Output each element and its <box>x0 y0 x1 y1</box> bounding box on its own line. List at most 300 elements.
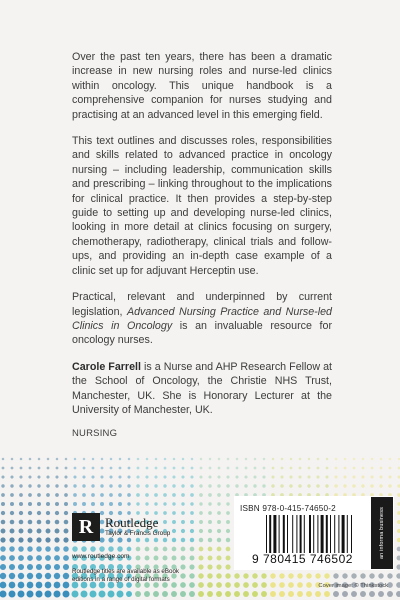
halftone-dot <box>1 520 6 525</box>
halftone-dot <box>163 556 168 561</box>
halftone-dot <box>325 475 328 478</box>
halftone-dot <box>181 502 184 505</box>
halftone-dot <box>324 573 329 578</box>
halftone-dot <box>135 591 141 597</box>
halftone-dot <box>154 475 157 478</box>
halftone-dot <box>109 484 112 487</box>
halftone-dot <box>54 591 61 598</box>
halftone-dot <box>298 475 301 478</box>
halftone-dot <box>47 467 50 470</box>
halftone-dot <box>54 555 60 561</box>
halftone-dot <box>27 564 33 570</box>
halftone-dot <box>0 573 6 579</box>
halftone-dot <box>182 467 185 470</box>
halftone-dot <box>117 591 124 598</box>
halftone-dot <box>109 493 113 497</box>
halftone-dot <box>378 591 384 597</box>
halftone-dot <box>118 502 122 506</box>
book-title: Advanced Nursing Practice and Nurse-led Clinics in Oncology <box>72 305 332 332</box>
halftone-dot <box>297 591 303 597</box>
halftone-dot <box>279 582 285 588</box>
halftone-dot <box>74 467 77 470</box>
halftone-dot <box>54 537 59 542</box>
halftone-dot <box>82 493 86 497</box>
halftone-dot <box>371 458 374 461</box>
halftone-dot <box>164 467 167 470</box>
halftone-dot <box>252 573 257 578</box>
halftone-dot <box>136 502 139 505</box>
halftone-dot <box>217 538 221 542</box>
halftone-dot <box>217 556 222 561</box>
routledge-logo-icon <box>72 513 100 541</box>
halftone-dot <box>225 591 231 597</box>
halftone-dot <box>226 511 230 515</box>
blurb-paragraph-contents: This text outlines and discusses roles, responsibilities and skills related to advanced practice in oncology nursing – including leadership, communication skills and prescribing – linking throughout to the implications for clinical practice. It then provides a step-by-step guide to setting up and developing nurse-led clinics, looking in more detail at clinics focusing on surgery, chemotherapy, radiotherapy, clinical trials and follow-ups, and providing an in-depth case example of a clinic set up for adjuvant Herceptin use. <box>72 135 332 277</box>
halftone-dot <box>207 573 212 578</box>
halftone-dot <box>20 458 23 461</box>
halftone-dot <box>217 502 220 505</box>
halftone-dot <box>182 458 185 461</box>
halftone-dot <box>9 537 14 542</box>
halftone-dot <box>199 475 202 478</box>
halftone-dot <box>388 475 391 478</box>
halftone-dot <box>164 458 167 461</box>
halftone-dot <box>344 458 347 461</box>
halftone-dot <box>317 458 320 461</box>
halftone-dot <box>181 493 185 497</box>
halftone-dot <box>396 591 400 597</box>
halftone-dot <box>396 582 400 588</box>
halftone-dot <box>18 546 24 552</box>
halftone-dot <box>208 484 211 487</box>
halftone-dot <box>63 573 69 579</box>
publisher-group: Taylor & Francis Group <box>105 530 171 537</box>
halftone-dot <box>55 484 58 487</box>
halftone-dot <box>281 467 284 470</box>
halftone-dot <box>245 467 248 470</box>
halftone-dot <box>243 582 249 588</box>
halftone-dot <box>163 502 166 505</box>
halftone-dot <box>136 547 141 552</box>
halftone-dot <box>199 520 203 524</box>
halftone-dot <box>10 475 13 478</box>
halftone-dot <box>254 467 257 470</box>
halftone-dot <box>216 564 221 569</box>
halftone-dot <box>317 467 320 470</box>
halftone-dot <box>136 484 139 487</box>
halftone-dot <box>306 591 312 597</box>
halftone-dot <box>181 484 184 487</box>
halftone-dot <box>91 502 95 506</box>
halftone-dot <box>208 475 211 478</box>
halftone-dot <box>27 555 33 561</box>
halftone-dot <box>396 573 400 578</box>
halftone-dot <box>279 573 284 578</box>
halftone-dot <box>127 484 130 487</box>
halftone-dot <box>253 475 256 478</box>
halftone-dot <box>190 493 194 497</box>
halftone-dot <box>65 467 68 470</box>
barcode-bar <box>304 515 305 553</box>
ebook-note: Routledge titles are available as eBook editions in a range of digital formats <box>72 568 179 583</box>
halftone-dot <box>19 475 22 478</box>
halftone-dot <box>55 475 58 478</box>
halftone-dot <box>200 467 203 470</box>
halftone-dot <box>46 475 49 478</box>
halftone-dot <box>353 467 356 470</box>
halftone-dot <box>198 591 204 597</box>
halftone-dot <box>72 546 78 552</box>
halftone-dot <box>108 591 115 598</box>
halftone-dot <box>73 484 76 487</box>
halftone-dot <box>262 475 265 478</box>
halftone-dot <box>362 458 365 461</box>
halftone-dot <box>2 458 5 461</box>
halftone-dot <box>190 547 195 552</box>
halftone-dot <box>9 582 16 589</box>
halftone-dot <box>46 520 51 525</box>
barcode-bar <box>292 515 293 553</box>
halftone-dot <box>28 475 31 478</box>
halftone-dot <box>388 484 391 487</box>
halftone-dot <box>82 502 86 506</box>
halftone-dot <box>154 547 159 552</box>
halftone-dot <box>0 564 6 570</box>
halftone-dot <box>46 529 51 534</box>
halftone-dot <box>82 475 85 478</box>
publisher-logo <box>72 508 190 546</box>
halftone-dot <box>163 484 166 487</box>
halftone-dot <box>254 458 257 461</box>
halftone-dot <box>298 484 301 487</box>
halftone-dot <box>136 475 139 478</box>
halftone-dot <box>119 458 122 461</box>
halftone-dot <box>37 484 40 487</box>
author-bio-text: is a Nurse and AHP Research Fellow at the School of Oncology, the Christie NHS Trust, Manchester, UK. She is Honorary Lecturer at the University of Manchester, UK. <box>72 360 332 416</box>
publisher-website: www.routledge.com <box>72 553 130 560</box>
halftone-dot <box>126 591 132 597</box>
halftone-dot <box>236 467 239 470</box>
halftone-dot <box>153 591 159 597</box>
halftone-dot <box>55 511 59 515</box>
halftone-dot <box>91 493 95 497</box>
halftone-dot <box>271 475 274 478</box>
barcode-bar <box>283 515 285 553</box>
halftone-dot <box>262 484 265 487</box>
barcode-bar <box>317 515 318 553</box>
halftone-dot <box>198 573 203 578</box>
halftone-dot <box>226 520 230 524</box>
halftone-dot <box>119 467 122 470</box>
summary-tail-text: is an invaluable resource for oncology nurses. <box>72 319 332 347</box>
halftone-dot <box>199 538 203 542</box>
halftone-dot <box>352 484 355 487</box>
halftone-dot <box>181 475 184 478</box>
halftone-dot <box>199 556 204 561</box>
halftone-dot <box>90 546 96 552</box>
halftone-dot <box>137 467 140 470</box>
halftone-dot <box>217 520 221 524</box>
halftone-dot <box>99 546 105 552</box>
halftone-dot <box>118 475 121 478</box>
halftone-dot <box>342 573 347 578</box>
halftone-dot <box>82 484 85 487</box>
halftone-dot <box>18 591 25 598</box>
halftone-dot <box>342 591 348 597</box>
halftone-dot <box>181 547 186 552</box>
halftone-dot <box>270 573 275 578</box>
barcode-bar <box>279 515 280 553</box>
halftone-dot <box>64 520 69 525</box>
halftone-dot <box>1 493 5 497</box>
halftone-dot <box>379 484 382 487</box>
barcode-bar <box>351 515 352 553</box>
halftone-dot <box>326 458 329 461</box>
halftone-dot <box>379 475 382 478</box>
halftone-dot <box>217 493 221 497</box>
halftone-dot <box>36 537 41 542</box>
halftone-dot <box>90 591 97 598</box>
halftone-dot <box>10 529 15 534</box>
barcode-bar <box>313 515 314 553</box>
halftone-dot <box>83 458 86 461</box>
halftone-dot <box>10 511 14 515</box>
halftone-dot <box>351 591 357 597</box>
halftone-dot <box>299 458 302 461</box>
barcode-bar <box>338 515 339 553</box>
halftone-dot <box>1 511 5 515</box>
halftone-dot <box>226 493 230 497</box>
halftone-dot <box>37 520 42 525</box>
halftone-dot <box>1 529 6 534</box>
halftone-dot <box>144 591 150 597</box>
halftone-dot <box>146 458 149 461</box>
cover-image-credit: Cover image: © Thinkstock <box>318 583 388 589</box>
halftone-dot <box>297 573 302 578</box>
halftone-dot <box>19 493 23 497</box>
halftone-dot <box>353 458 356 461</box>
halftone-dot <box>37 511 41 515</box>
halftone-dot <box>154 484 157 487</box>
halftone-dot <box>343 484 346 487</box>
halftone-dot <box>55 529 60 534</box>
halftone-dot <box>252 582 258 588</box>
halftone-dot <box>18 582 25 589</box>
halftone-dot <box>27 537 32 542</box>
halftone-dot <box>56 467 59 470</box>
halftone-dot <box>11 458 14 461</box>
halftone-dot <box>19 511 23 515</box>
halftone-dot <box>325 484 328 487</box>
halftone-dot <box>207 591 213 597</box>
halftone-dot <box>162 591 168 597</box>
author-bio <box>72 360 332 418</box>
halftone-dot <box>245 458 248 461</box>
halftone-dot <box>64 484 67 487</box>
halftone-dot <box>127 475 130 478</box>
halftone-dot <box>181 556 186 561</box>
halftone-dot <box>190 520 194 524</box>
halftone-dot <box>28 502 32 506</box>
halftone-dot <box>18 555 24 561</box>
halftone-dot <box>271 484 274 487</box>
halftone-dot <box>389 467 392 470</box>
halftone-dot <box>10 502 14 506</box>
halftone-dot <box>218 458 221 461</box>
halftone-dot <box>46 484 49 487</box>
halftone-dot <box>226 484 229 487</box>
halftone-dot <box>9 573 15 579</box>
halftone-dot <box>64 475 67 478</box>
halftone-dot <box>63 582 70 589</box>
halftone-dot <box>227 467 230 470</box>
halftone-dot <box>9 591 16 598</box>
halftone-dot <box>172 493 176 497</box>
halftone-dot <box>118 484 121 487</box>
halftone-dot <box>117 546 123 552</box>
halftone-dot <box>272 458 275 461</box>
halftone-dot <box>190 556 195 561</box>
halftone-dot <box>171 591 177 597</box>
halftone-dot <box>234 591 240 597</box>
halftone-dot <box>208 502 211 505</box>
halftone-dot <box>261 582 267 588</box>
halftone-dot <box>54 582 61 589</box>
halftone-dot <box>73 475 76 478</box>
halftone-dot <box>45 555 51 561</box>
halftone-dot <box>360 591 366 597</box>
halftone-dot <box>56 458 59 461</box>
halftone-dot <box>128 467 131 470</box>
halftone-dot <box>101 458 104 461</box>
halftone-dot <box>1 475 4 478</box>
informa-tag-text: an informa business <box>379 506 385 560</box>
halftone-dot <box>65 458 68 461</box>
halftone-dot <box>54 573 60 579</box>
halftone-dot <box>173 467 176 470</box>
halftone-dot <box>27 591 34 598</box>
halftone-dot <box>163 475 166 478</box>
barcode-bar <box>347 515 348 553</box>
halftone-dot <box>308 467 311 470</box>
halftone-dot <box>28 484 31 487</box>
halftone-dot <box>335 467 338 470</box>
halftone-dot <box>29 458 32 461</box>
halftone-dot <box>128 458 131 461</box>
halftone-dot <box>306 582 312 588</box>
halftone-dot <box>281 458 284 461</box>
halftone-dot <box>63 546 69 552</box>
halftone-dot <box>154 556 159 561</box>
barcode-bar <box>266 515 267 553</box>
halftone-dot <box>315 591 321 597</box>
halftone-dot <box>190 511 194 515</box>
halftone-dot <box>288 582 294 588</box>
halftone-dot <box>326 467 329 470</box>
halftone-dot <box>252 591 258 597</box>
halftone-dot <box>127 502 130 505</box>
halftone-dot <box>72 591 79 598</box>
halftone-dot <box>92 458 95 461</box>
halftone-dot <box>217 529 221 533</box>
halftone-dot <box>316 484 319 487</box>
halftone-dot <box>226 502 229 505</box>
halftone-dot <box>207 564 212 569</box>
halftone-dot <box>180 591 186 597</box>
halftone-dot <box>1 484 4 487</box>
halftone-dot <box>243 591 249 597</box>
halftone-dot <box>63 537 68 542</box>
halftone-dot <box>45 573 51 579</box>
halftone-dot <box>73 493 77 497</box>
halftone-dot <box>199 511 203 515</box>
halftone-dot <box>280 484 283 487</box>
halftone-dot <box>189 591 195 597</box>
halftone-dot <box>207 582 213 588</box>
halftone-dot <box>362 467 365 470</box>
halftone-dot <box>280 475 283 478</box>
halftone-dot <box>74 458 77 461</box>
halftone-dot <box>27 546 33 552</box>
halftone-dot <box>11 467 14 470</box>
barcode-bar <box>309 515 311 553</box>
halftone-dot <box>100 502 104 506</box>
halftone-dot <box>28 520 33 525</box>
halftone-dot <box>218 467 221 470</box>
halftone-dot <box>244 484 247 487</box>
halftone-dot <box>55 520 60 525</box>
halftone-dot <box>64 511 68 515</box>
halftone-dot <box>0 555 6 561</box>
halftone-dot <box>387 591 393 597</box>
blurb-paragraph-intro: Over the past ten years, there has been a dramatic increase in new nursing roles and nurse-led clinics within oncology. This unique handbook is a comprehensive companion for nurses studying and practising at an advanced level in this emerging field. <box>72 51 332 121</box>
halftone-dot <box>47 458 50 461</box>
halftone-dot <box>45 564 51 570</box>
halftone-dot <box>209 467 212 470</box>
barcode-bar <box>326 515 328 553</box>
halftone-dot <box>19 529 24 534</box>
halftone-dot <box>19 502 23 506</box>
halftone-dot <box>110 458 113 461</box>
halftone-dot <box>370 484 373 487</box>
halftone-dot <box>155 467 158 470</box>
halftone-dot <box>308 458 311 461</box>
halftone-dot <box>380 467 383 470</box>
blurb-paragraph-summary <box>72 290 332 348</box>
halftone-dot <box>145 475 148 478</box>
halftone-dot <box>191 467 194 470</box>
halftone-dot <box>145 484 148 487</box>
halftone-dot <box>146 467 149 470</box>
halftone-dot <box>100 484 103 487</box>
halftone-dot <box>297 582 303 588</box>
halftone-dot <box>226 529 230 533</box>
halftone-dot <box>136 493 140 497</box>
halftone-dot <box>217 547 222 552</box>
halftone-dot <box>208 556 213 561</box>
halftone-dot <box>261 591 267 597</box>
halftone-dot <box>172 502 175 505</box>
halftone-dot <box>208 529 212 533</box>
halftone-dot <box>83 467 86 470</box>
halftone-dot <box>91 484 94 487</box>
halftone-dot <box>10 493 14 497</box>
halftone-dot <box>290 467 293 470</box>
halftone-dot <box>19 520 24 525</box>
halftone-dot <box>216 582 222 588</box>
barcode-bar <box>330 515 331 553</box>
halftone-dot <box>118 493 122 497</box>
